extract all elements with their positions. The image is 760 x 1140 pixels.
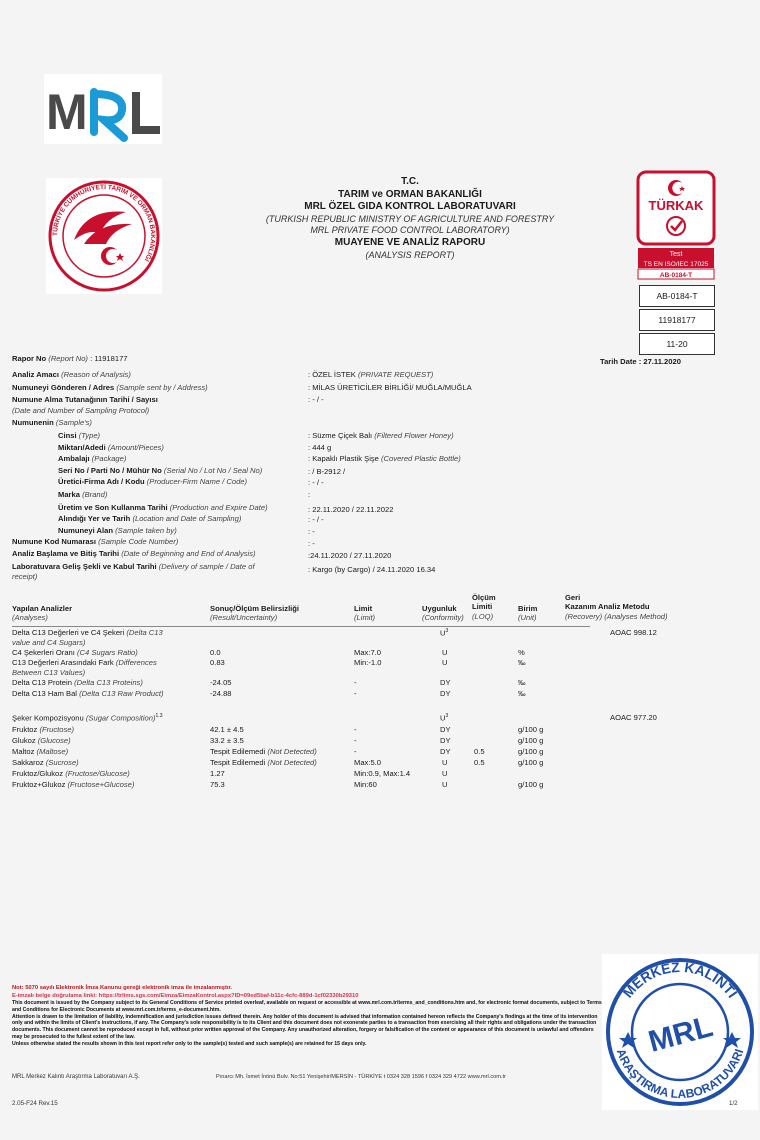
info-sampling-note: (Date and Number of Sampling Protocol) [12,406,150,415]
svg-text:MERKEZ KALINTI [620,959,741,1001]
result-value: Tespit Edilemedi (Not Detected) [210,747,317,756]
header-line-lab-en: MRL PRIVATE FOOD CONTROL LABORATORY) [310,224,510,235]
header-line-title-en: (ANALYSIS REPORT) [365,249,455,260]
sample-label-dates: Üretim ve Son Kullanma Tarihi (Production and Expire Date) [58,503,268,512]
result-value: -24.88 [210,689,232,698]
result-conformity: DY [440,747,451,756]
result-limit: - [354,747,357,756]
info-value-reason: : ÖZEL İSTEK (PRIVATE REQUEST) [308,370,434,379]
result-conformity: DY [440,725,451,734]
result-unit: g/100 g [518,758,544,767]
sample-label-brand: Marka (Brand) [58,490,108,499]
result-unit: g/100 g [518,780,544,789]
report-date: Tarih Date : 27.11.2020 [600,357,681,366]
result-value: 42.1 ± 4.5 [210,725,244,734]
result-conformity: U [442,658,448,667]
sample-value-package: : Kapaklı Plastik Şişe (Covered Plastic Bottle) [308,454,461,463]
result-value: 75.3 [210,780,225,789]
sample-value-amount: : 444 g [308,443,332,452]
info-label-code: Numune Kod Numarası (Sample Code Number) [12,537,179,546]
col-analyses: Yapılan Analizler (Analyses) [12,604,73,623]
accreditation-boxes [639,285,715,357]
table-header-rule [12,626,590,627]
svg-text:M: M [46,84,88,140]
sample-label-amount: Miktarı/Adedi (Amount/Pieces) [58,443,164,452]
info-label-reason: Analiz Amacı (Reason of Analysis) [12,370,131,379]
sample-value-taken-by: : - [308,527,315,536]
sample-label-taken-by: Numuneyi Alan (Sample taken by) [58,526,177,535]
turkak-accreditation-logo [636,170,716,282]
header-line-ministry-en: (TURKISH REPUBLIC MINISTRY OF AGRICULTURE AND FORESTRY [265,213,555,224]
result-conformity: U [442,648,448,657]
result-conformity: U [442,769,448,778]
info-value-delivery: : Kargo (by Cargo) / 24.11.2020 16.34 [308,565,436,574]
stamp-bottom-text: ARAŞTIRMA LABORATUVARI [613,1046,747,1102]
lab-name: MRL Merkez Kalıntı Araştırma Laboratuvarı A.Ş. [12,1074,140,1080]
sample-value-location: : - / - [308,515,324,524]
sample-label-package: Ambalajı (Package) [58,454,127,463]
result-limit: Max:7.0 [354,648,382,657]
sample-value-serial: : / B-2912 / [308,467,346,476]
info-label-analysis-dates: Analiz Başlama ve Bitiş Tarihi (Date of Beginning and End of Analysis) [12,549,256,558]
result-conformity: DY [440,689,451,698]
info-value-sender: : MİLAS ÜRETİCİLER BİRLİĞİ/ MUĞLA/MUĞLA [308,383,472,392]
result-name-cont: Between C13 Values) [12,668,86,677]
legal-paragraph-1: This document is issued by the Company subject to its General Conditions of Service printed overleaf, available on request or accessible at www.mrl.com.tr/terms_and_conditions.htm and, for electronic format documents, subject to Terms and Conditions for Electronic Documents at www.mrl.com.tr/terms_e-document.htm. [12,1000,602,1013]
lab-address: Pınarcı Mh. İsmet İnönü Bulv. No:51 Yenişehir/MERSİN - TÜRKİYE t 0324 328 1596 f 0324 329 4722 www.mrl.com.tr [216,1074,506,1080]
result-conformity: DY [440,736,451,745]
e-signature-link[interactable]: E-imzalı belge doğrulama linki: https://trlims.sgs.com/Eimza/EimzaKontrol.aspx?ID=09ed5baf-b11c-4cfc-889d-1cf02330b29310 [12,992,359,999]
result-conformity: U [442,758,448,767]
info-delivery-note: receipt) [12,572,38,581]
result-name: Delta C13 Protein (Delta C13 Proteins) [12,678,143,687]
info-value-sampling: : - / - [308,395,324,404]
result-limit: Min:-1.0 [354,658,382,667]
result-unit: ‰ [518,658,526,667]
col-conformity: Uygunluk (Conformity) [422,604,464,623]
col-result: Sonuç/Ölçüm Belirsizliği (Result/Uncertainty) [210,604,300,623]
result-limit: - [354,725,357,734]
result-name: Fruktoz+Glukoz (Fructose+Glucose) [12,780,135,789]
result-limit: - [354,736,357,745]
stamp-center-text: MRL [644,1010,717,1059]
col-loq: Ölçüm Limiti (LOQ) [472,593,496,621]
info-value-analysis-dates: :24.11.2020 / 27.11.2020 [308,551,392,560]
accreditation-box-code: AB-0184-T [639,285,715,307]
result-value: -24.05 [210,678,232,687]
result-name: Delta C13 Değerleri ve C4 Şekeri (Delta C13 [12,628,163,637]
crest-ring-text: TÜRKİYE CUMHURİYETİ TARIM VE ORMAN BAKANLIĞI [51,183,157,263]
result-method: AOAC 998.12 [610,628,657,637]
col-recovery-method: Geri Kazanım Analiz Metodu (Recovery) (Analyses Method) [565,593,668,621]
turkak-test: Test [669,251,683,258]
sample-label-location: Alındığı Yer ve Tarih (Location and Date of Sampling) [58,514,242,523]
legal-notes [12,985,602,1047]
result-value: Tespit Edilemedi (Not Detected) [210,758,317,767]
result-conformity: U [442,780,448,789]
result-name: C13 Değerleri Arasındaki Fark (Differences [12,658,157,667]
info-label-sampling: Numune Alma Tutanağının Tarihi / Sayısı [12,395,158,404]
result-loq: 0.5 [474,758,485,767]
result-name: Fruktoz (Fructose) [12,725,75,734]
accreditation-box-number: 11918177 [639,309,715,331]
result-value: 0.83 [210,658,225,667]
result-unit: % [518,648,525,657]
sample-value-producer: : - / - [308,478,324,487]
result-limit: - [354,689,357,698]
report-header [200,176,620,261]
form-code: 2.05-F24 Rev.15 [12,1100,58,1107]
result-conformity: DY [440,678,451,687]
ministry-crest [46,178,162,294]
sample-label-type: Cinsi (Type) [58,431,101,440]
result-unit: g/100 g [518,725,544,734]
mrl-logo [44,74,162,144]
result-unit: ‰ [518,689,526,698]
sample-heading: Numunenin (Sample's) [12,418,92,427]
col-unit: Birim (Unit) [518,604,538,623]
sample-label-serial: Seri No / Parti No / Mühür No (Serial No / Lot No / Seal No) [58,466,263,475]
legal-paragraph-3: Unless otherwise stated the results shown in this test report refer only to the sample(s) tested and such sample(s) are retained for 15 days only. [12,1040,367,1047]
header-line-lab: MRL ÖZEL GIDA KONTROL LABORATUVARI [304,201,516,212]
turkak-name: TÜRKAK [648,198,704,213]
result-limit: Max:5.0 [354,758,382,767]
result-name: Sakkaroz (Sucrose) [12,758,79,767]
stamp-top-text: MERKEZ KALINTI [619,958,741,1001]
sample-value-type: : Süzme Çiçek Balı (Filtered Flower Honey) [308,431,454,440]
e-signature-note: Not: 5070 sayılı Elektronik İmza Kanunu gereği elektronik imza ile imzalanmıştır. [12,985,233,991]
result-name: C4 Şekerleri Oranı (C4 Sugars Ratio) [12,648,138,657]
result-name: Delta C13 Ham Bal (Delta C13 Raw Product) [12,689,164,698]
result-limit: - [354,678,357,687]
report-number: Rapor No (Report No) : 11918177 [12,354,128,363]
sample-value-dates: : 22.11.2020 / 22.11.2022 [308,505,394,514]
result-name: Fruktoz/Glukoz (Fructose/Glucose) [12,769,130,778]
header-line-tc: T.C. [401,176,419,187]
result-value: 0.0 [210,648,221,657]
svg-text:ARAŞTIRMA LABORATUVARI [614,1047,746,1101]
result-limit: Min:0.9, Max:1.4 [354,769,411,778]
result-loq: 0.5 [474,747,485,756]
result-conformity: $U^3$ [440,628,449,638]
turkak-code: AB-0184-T [659,272,693,279]
info-label-delivery: Laboratuvara Geliş Şekli ve Kabul Tarihi (Delivery of sample / Date of [12,562,255,571]
turkak-standard: TS EN ISO/IEC 17025 [643,261,709,268]
sample-label-producer: Üretici-Firma Adı / Kodu (Producer-Firm Name / Code) [58,477,248,486]
result-name-cont: value and C4 Sugars) [12,638,86,647]
result-method: AOAC 977.20 [610,713,657,722]
header-line-ministry: TARIM ve ORMAN BAKANLIĞI [338,188,482,200]
info-value-code: : - [308,539,315,548]
result-name: Glukoz (Glucose) [12,736,71,745]
result-unit: g/100 g [518,736,544,745]
legal-paragraph-2: Attention is drawn to the limitation of liability, indemnification and jurisdiction issues defined therein. Any holder of this document is advised that information contained hereon reflects the Company's findings at the time of its intervention only and within the limits of Client's instructions, if any. The Company's sole responsibility is to its Client and this document does not exonerate parties to a transaction from exercising all their rights and obligations under the transaction documents. This document cannot be reproduced except in full, without prior written approval of the Company. Any unauthorized alteration, forgery or falsification of the content or appearance of this document is unlawful and offenders may be prosecuted to the fullest extent of the law. [12,1013,598,1040]
result-conformity: $U^3$ [440,713,449,723]
result-unit: g/100 g [518,747,544,756]
header-line-title: MUAYENE VE ANALİZ RAPORU [334,237,486,248]
result-unit: ‰ [518,678,526,687]
result-value: 33.2 ± 3.5 [210,736,244,745]
info-label-sender: Numuneyi Gönderen / Adres (Sample sent by / Address) [12,383,208,392]
result-name: Maltoz (Maltose) [12,747,69,756]
col-limit: Limit (Limit) [354,604,376,623]
result-limit: Min:60 [354,780,377,789]
accreditation-box-date: 11-20 [639,333,715,355]
result-value: 1.27 [210,769,225,778]
result-name: Şeker Kompozisyonu (Sugar Composition)$^{1.3}$ [12,713,163,723]
lab-stamp [604,956,756,1108]
page-number: 1/2 [729,1100,738,1107]
sample-value-brand: : [308,490,311,499]
